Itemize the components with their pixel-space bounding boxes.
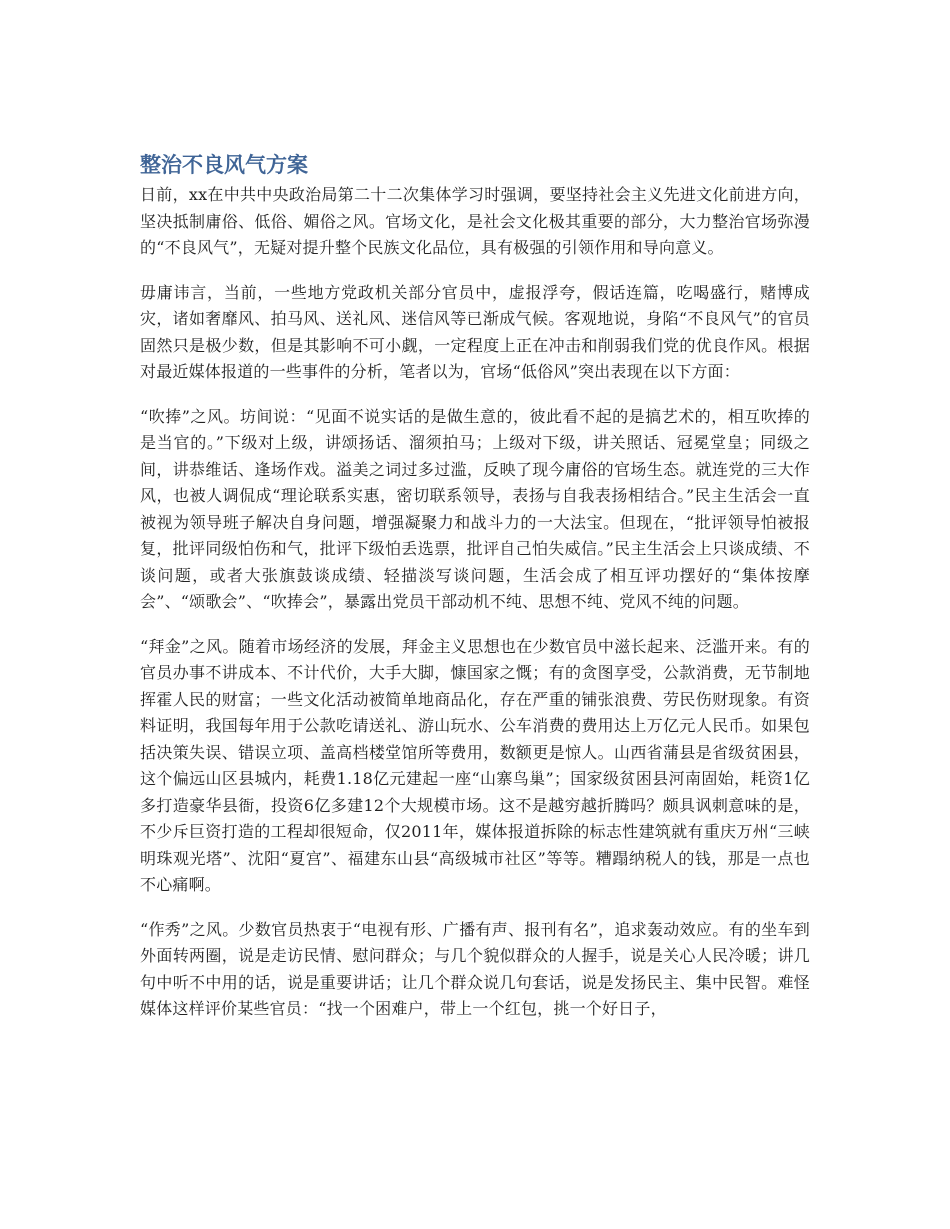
paragraph-2: 毋庸讳言，当前，一些地方党政机关部分官员中，虚报浮夸，假话连篇，吃喝盛行，赌博成灾，诸如奢靡风、拍马风、送礼风、迷信风等已渐成气候。客观地说，身陷“不良风气”的官员固然只是极少数，但是其影响不可小觑，一定程度上正在冲击和削弱我们党的优良作风。根据对最近媒体报道的一些事件的分析，笔者以为，官场“低俗风”突出表现在以下方面：	[140, 282, 810, 381]
paragraph-5: “作秀”之风。少数官员热衷于“电视有形、广播有声、报刊有名”，追求轰动效应。有的坐车到外面转两圈，说是走访民情、慰问群众；与几个貌似群众的人握手，说是关心人民冷暖；讲几句中听不中用的话，说是重要讲话；让几个群众说几句套话，说是发扬民主、集中民智。难怪媒体这样评价某些官员：“找一个困难户，带上一个红包，挑一个好日子，	[140, 919, 810, 1018]
paragraph-1: 日前，xx在中共中央政治局第二十二次集体学习时强调，要坚持社会主义先进文化前进方向，坚决抵制庸俗、低俗、媚俗之风。官场文化，是社会文化极其重要的部分，大力整治官场弥漫的“不良风气”，无疑对提升整个民族文化品位，具有极强的引领作用和导向意义。	[140, 185, 810, 257]
document-title: 整治不良风气方案	[140, 153, 308, 177]
document-page	[140, 148, 810, 1041]
paragraph-4: “拜金”之风。随着市场经济的发展，拜金主义思想也在少数官员中滋长起来、泛滥开来。有的官员办事不讲成本、不计代价，大手大脚，慷国家之慨；有的贪图享受，公款消费，无节制地挥霍人民的财富；一些文化活动被简单地商品化，存在严重的铺张浪费、劳民伤财现象。有资料证明，我国每年用于公款吃请送礼、游山玩水、公车消费的费用达上万亿元人民币。如果包括决策失误、错误立项、盖高档楼堂馆所等费用，数额更是惊人。山西省蒲县是省级贫困县，这个偏远山区县城内，耗费1.18亿元建起一座“山寨鸟巢”；国家级贫困县河南固始，耗资1亿多打造豪华县衙，投资6亿多建12个大规模市场。这不是越穷越折腾吗？颇具讽刺意味的是，不少斥巨资打造的工程却很短命，仅2011年，媒体报道拆除的标志性建筑就有重庆万州“三峡明珠观光塔”、沈阳“夏宫”、福建东山县“高级城市社区”等等。糟蹋纳税人的钱，那是一点也不心痛啊。	[140, 636, 810, 894]
paragraph-3: “吹捧”之风。坊间说：“见面不说实话的是做生意的，彼此看不起的是搞艺术的，相互吹捧的是当官的。”下级对上级，讲颂扬话、溜须拍马；上级对下级，讲关照话、冠冕堂皇；同级之间，讲恭维话、逢场作戏。溢美之词过多过滥，反映了现今庸俗的官场生态。就连党的三大作风，也被人调侃成“理论联系实惠，密切联系领导，表扬与自我表扬相结合。”民主生活会一直被视为领导班子解决自身问题，增强凝聚力和战斗力的一大法宝。但现在，“批评领导怕被报复，批评同级怕伤和气，批评下级怕丢选票，批评自己怕失威信。”民主生活会上只谈成绩、不谈问题，或者大张旗鼓谈成绩、轻描淡写谈问题，生活会成了相互评功摆好的“集体按摩会”、“颂歌会”、“吹捧会”，暴露出党员干部动机不纯、思想不纯、党风不纯的问题。	[140, 406, 810, 611]
